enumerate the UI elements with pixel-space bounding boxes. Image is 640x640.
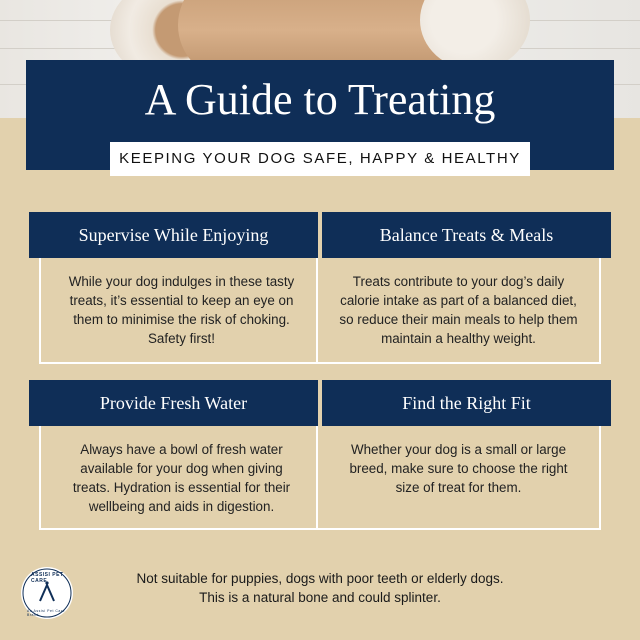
disclaimer [0,569,640,607]
card-body-supervise: While your dog indulges in these tasty treats, it’s essential to keep an eye on them to minimise the risk of choking. Safety first! [39,258,324,364]
card-body-fit: Whether your dog is a small or large breed, make sure to choose the right size of treat for them. [316,426,601,530]
disclaimer-line-1: Not suitable for puppies, dogs with poor teeth or elderly dogs. [136,571,504,586]
card-heading-supervise: Supervise While Enjoying [29,212,318,258]
logo-top-text: ASSISI PET CARE [31,572,64,584]
card-heading-balance: Balance Treats & Meals [322,212,611,258]
page-subtitle: KEEPING YOUR DOG SAFE, HAPPY & HEALTHY [119,150,521,167]
card-heading-water: Provide Fresh Water [29,380,318,426]
logo-bottom-text: An Assisi Pet Care Brand [27,609,65,617]
brand-logo [21,567,73,619]
page-title: A Guide to Treating [144,75,496,124]
disclaimer-line-2: This is a natural bone and could splinter. [199,590,441,605]
card-body-balance: Treats contribute to your dog’s daily calorie intake as part of a balanced diet, so reduce their main meals to help them maintain a healthy weight. [316,258,601,364]
subtitle-banner [110,142,530,176]
card-body-water: Always have a bowl of fresh water available for your dog when giving treats. Hydration is essential for their wellbeing and aids in digestion. [39,426,324,530]
card-heading-fit: Find the Right Fit [322,380,611,426]
